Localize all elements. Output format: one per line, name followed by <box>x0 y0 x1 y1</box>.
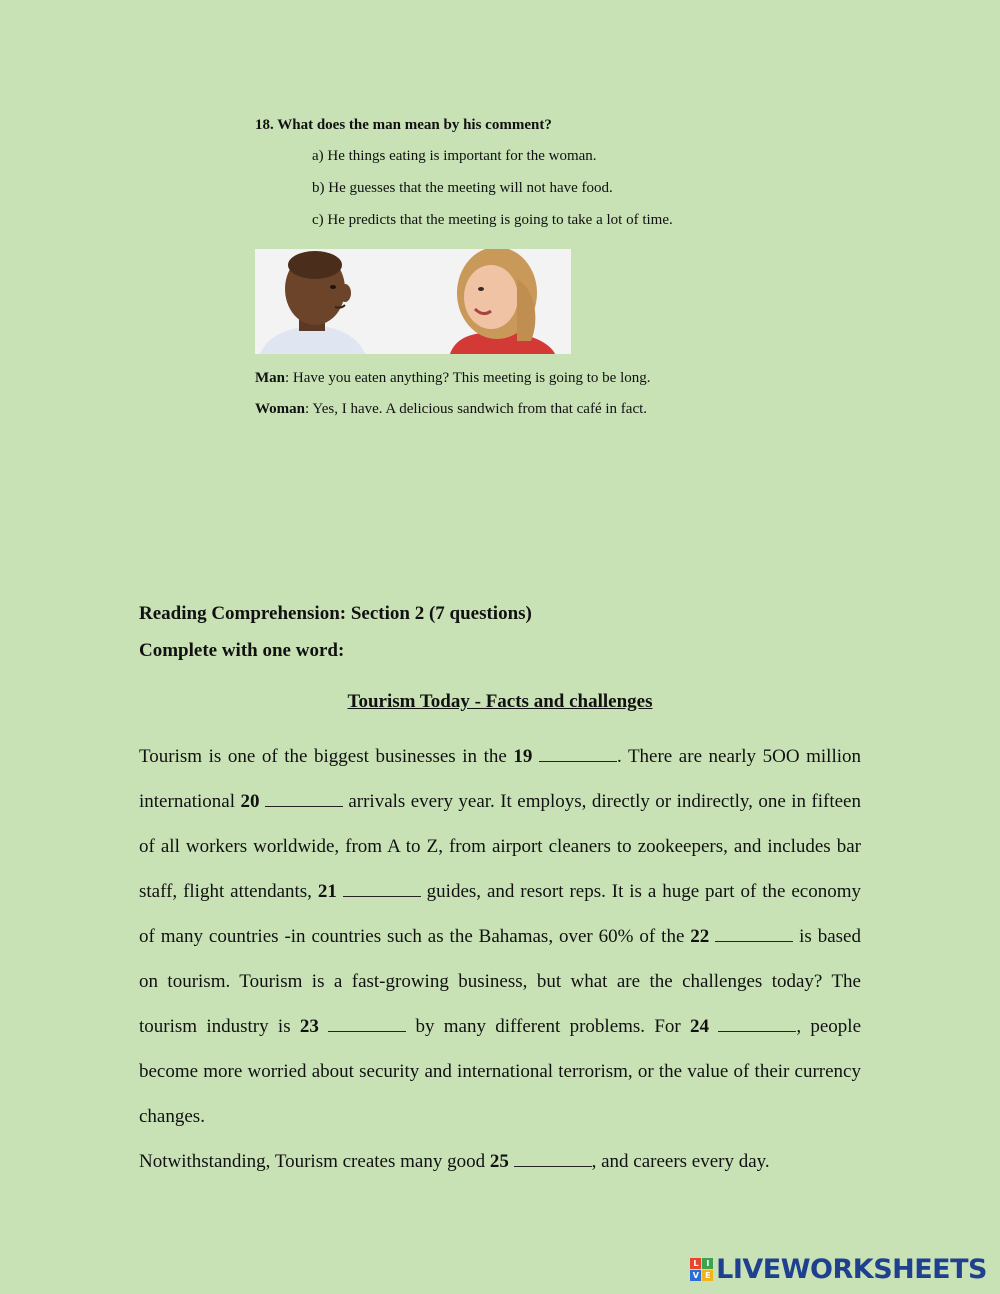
logo-letter-i: I <box>702 1258 713 1269</box>
man-woman-photo <box>255 249 571 354</box>
option-b[interactable]: b) He guesses that the meeting will not have food. <box>312 180 613 196</box>
man-woman-illustration <box>255 249 571 354</box>
man-line <box>255 370 855 387</box>
passage-text: arrivals every year. It employs, directly or indirectly, one in fifteen of all workers worldwide, from A to Z, from airport cleaners to zookeepers, and includes bar staff, flight attendants, <box>139 791 861 902</box>
question-18 <box>255 117 815 244</box>
blank-number-21: 21 <box>317 881 337 902</box>
passage-text: , people become more worried about security and international terrorism, or the value of their currency changes. <box>139 1016 862 1127</box>
man-label: Man <box>255 370 285 386</box>
logo-letter-e: E <box>702 1270 713 1281</box>
passage-text: guides, and resort reps. It is a huge part of the economy of many countries -in countries such as the Bahamas, over 60% of the <box>139 881 861 947</box>
woman-label: Woman <box>255 401 306 417</box>
option-a[interactable]: a) He things eating is important for the woman. <box>312 148 597 164</box>
brand-name: LIVEWORKSHEETS <box>716 1253 987 1285</box>
reading-section <box>139 603 861 1184</box>
section-heading: Reading Comprehension: Section 2 (7 questions) <box>139 603 532 624</box>
blank-25[interactable] <box>514 1165 592 1167</box>
passage-text: is based on tourism. Tourism is a fast-growing business, but what are the challenges today? The tourism industry is <box>139 926 861 1037</box>
liveworksheets-logo[interactable] <box>690 1253 987 1285</box>
passage-text: . There are nearly 5OO million international <box>139 746 861 812</box>
liveworksheets-icon <box>690 1258 713 1281</box>
passage-text: , and careers every day. <box>591 1151 770 1172</box>
blank-number-25: 25 <box>489 1151 509 1172</box>
section-instruction: Complete with one word: <box>139 640 345 661</box>
blank-number-24: 24 <box>690 1016 710 1037</box>
blank-number-23: 23 <box>299 1016 319 1037</box>
passage-text: Tourism is one of the biggest businesses in the <box>139 746 514 767</box>
logo-letter-v: V <box>690 1270 701 1281</box>
question-18-title: 18. What does the man mean by his comment? <box>255 117 552 133</box>
option-c[interactable]: c) He predicts that the meeting is going to take a lot of time. <box>312 212 673 228</box>
blank-22[interactable] <box>715 940 793 942</box>
blank-24[interactable] <box>718 1030 796 1032</box>
blank-23[interactable] <box>328 1030 406 1032</box>
blank-19[interactable] <box>539 760 617 762</box>
blank-21[interactable] <box>343 895 421 897</box>
passage-text: by many different problems. For <box>406 1016 691 1037</box>
blank-number-22: 22 <box>690 926 710 947</box>
passage <box>139 734 861 1139</box>
man-text: : Have you eaten anything? This meeting is going to be long. <box>285 370 651 386</box>
blank-number-19: 19 <box>513 746 533 767</box>
blank-number-20: 20 <box>240 791 260 812</box>
passage-text: Notwithstanding, Tourism creates many good <box>139 1151 490 1172</box>
passage-title: Tourism Today - Facts and challenges <box>347 691 653 712</box>
blank-20[interactable] <box>265 805 343 807</box>
dialog <box>255 370 855 432</box>
passage-last-line <box>139 1139 861 1184</box>
woman-text: : Yes, I have. A delicious sandwich from that café in fact. <box>305 401 648 417</box>
logo-letter-l: L <box>690 1258 701 1269</box>
woman-line <box>255 401 855 418</box>
